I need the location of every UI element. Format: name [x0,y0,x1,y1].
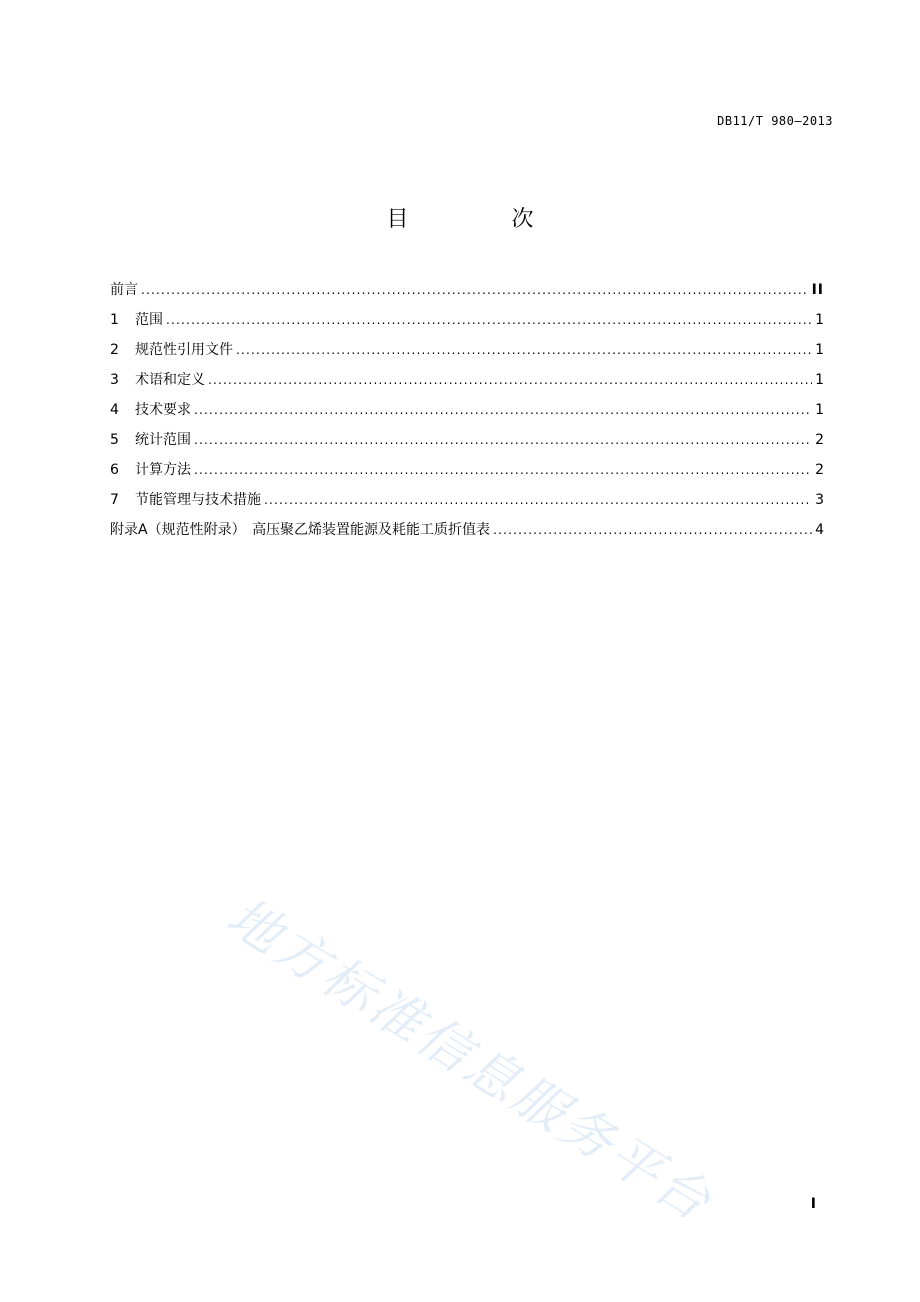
toc-entry-page: 1 [815,312,824,328]
toc-entry-label: 节能管理与技术措施 [135,492,261,508]
toc-entry-number: 4 [110,402,119,418]
toc-entry-label: 高压聚乙烯装置能源及耗能工质折值表 [252,522,491,538]
toc-entry-number: 1 [110,312,119,328]
dot-leader [194,400,812,420]
toc-entry-terms[interactable] [110,370,824,400]
page-title: 目 次 [386,207,582,232]
toc-entry-normative-references[interactable] [110,340,824,370]
dot-leader [493,520,812,540]
dot-leader [194,460,812,480]
dot-leader [141,280,809,300]
toc-entry-number: 5 [110,432,119,448]
dot-leader [264,490,812,510]
toc-entry-page: 3 [815,492,824,508]
toc-entry-prefix: 附录A（规范性附录） [110,522,246,538]
dot-leader [194,430,812,450]
page-number: I [810,1196,816,1212]
watermark: 地方标准信息服务平台 [216,886,723,1235]
toc-entry-technical-requirements[interactable] [110,400,824,430]
toc-entry-label: 规范性引用文件 [135,342,233,358]
toc-entry-label: 统计范围 [135,432,191,448]
toc-entry-number: 6 [110,462,119,478]
toc-entry-label: 范围 [135,312,163,328]
toc-entry-appendix-a[interactable] [110,520,824,550]
toc-entry-page: 1 [815,402,824,418]
toc-entry-number: 3 [110,372,119,388]
document-code: DB11/T 980—2013 [717,114,833,128]
toc-entry-label: 术语和定义 [135,372,205,388]
toc-entry-page: 1 [815,342,824,358]
dot-leader [236,340,812,360]
toc-entry-page: 4 [815,522,824,538]
toc-entry-label: 计算方法 [135,462,191,478]
toc-entry-number: 7 [110,492,119,508]
toc-entry-page: 1 [815,372,824,388]
toc-entry-page: 2 [815,432,824,448]
toc-entry-scope[interactable] [110,310,824,340]
toc-entry-page: 2 [815,462,824,478]
toc-entry-page: II [811,282,824,298]
dot-leader [208,370,812,390]
toc-entry-number: 2 [110,342,119,358]
toc-entry-label: 前言 [110,282,138,298]
toc-entry-energy-management[interactable] [110,490,824,520]
toc-entry-calculation-method[interactable] [110,460,824,490]
toc-entry-statistical-scope[interactable] [110,430,824,460]
table-of-contents [110,280,824,550]
toc-entry-label: 技术要求 [135,402,191,418]
dot-leader [166,310,812,330]
toc-entry-foreword[interactable] [110,280,824,310]
